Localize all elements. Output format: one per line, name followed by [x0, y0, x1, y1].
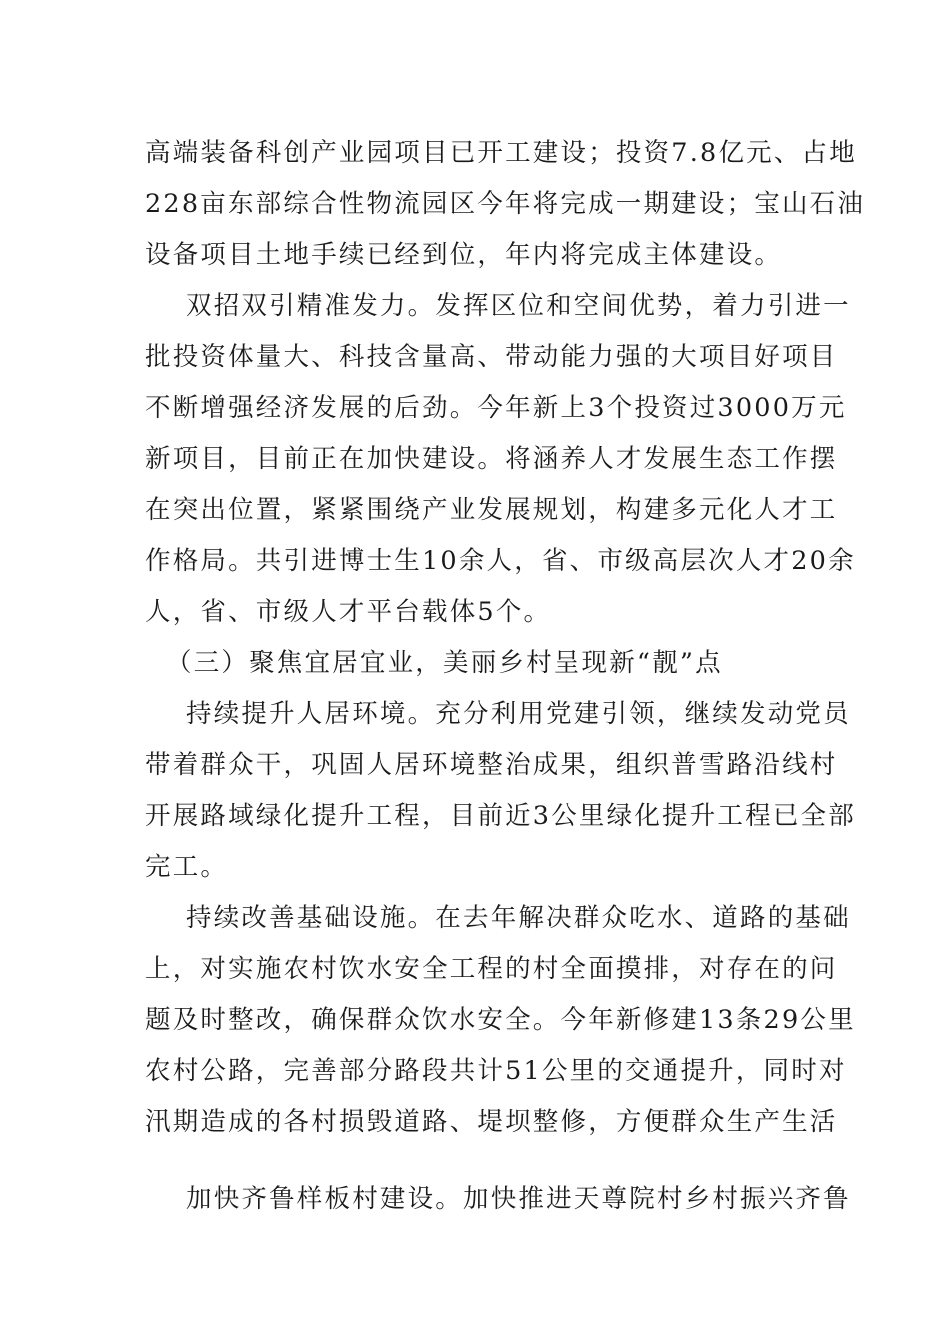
section-heading: （三）聚焦宜居宜业，美丽乡村呈现新“靓”点 [166, 648, 723, 678]
text-line: 开展路域绿化提升工程，目前近3公里绿化提升工程已全部 [145, 801, 856, 831]
text-line: 人，省、市级人才平台载体5个。 [145, 597, 552, 627]
paragraph-start-line: 双招双引精准发力。发挥区位和空间优势，着力引进一 [186, 291, 851, 321]
text-line: 在突出位置，紧紧围绕产业发展规划，构建多元化人才工 [145, 495, 838, 525]
paragraph-start-line: 加快齐鲁样板村建设。加快推进天尊院村乡村振兴齐鲁 [186, 1184, 851, 1214]
text-line: 228亩东部综合性物流园区今年将完成一期建设；宝山石油 [145, 189, 866, 219]
text-line: 汛期造成的各村损毁道路、堤坝整修，方便群众生产生活 [145, 1107, 838, 1137]
text-line: 不断增强经济发展的后劲。今年新上3个投资过3000万元 [145, 393, 847, 423]
text-line: 上，对实施农村饮水安全工程的村全面摸排，对存在的问 [145, 954, 838, 984]
text-line: 批投资体量大、科技含量高、带动能力强的大项目好项目 [145, 342, 838, 372]
text-line: 作格局。共引进博士生10余人，省、市级高层次人才20余 [145, 546, 856, 576]
text-line: 高端装备科创产业园项目已开工建设；投资7.8亿元、占地 [145, 138, 857, 168]
text-line: 完工。 [145, 852, 229, 882]
text-line: 农村公路，完善部分路段共计51公里的交通提升，同时对 [145, 1056, 847, 1086]
text-line: 设备项目土地手续已经到位，年内将完成主体建设。 [145, 240, 783, 270]
text-line: 新项目，目前正在加快建设。将涵养人才发展生态工作摆 [145, 444, 838, 474]
paragraph-start-line: 持续改善基础设施。在去年解决群众吃水、道路的基础 [186, 903, 851, 933]
text-line: 题及时整改，确保群众饮水安全。今年新修建13条29公里 [145, 1005, 856, 1035]
text-line: 带着群众干，巩固人居环境整治成果，组织普雪路沿线村 [145, 750, 838, 780]
paragraph-start-line: 持续提升人居环境。充分利用党建引领，继续发动党员 [186, 699, 851, 729]
